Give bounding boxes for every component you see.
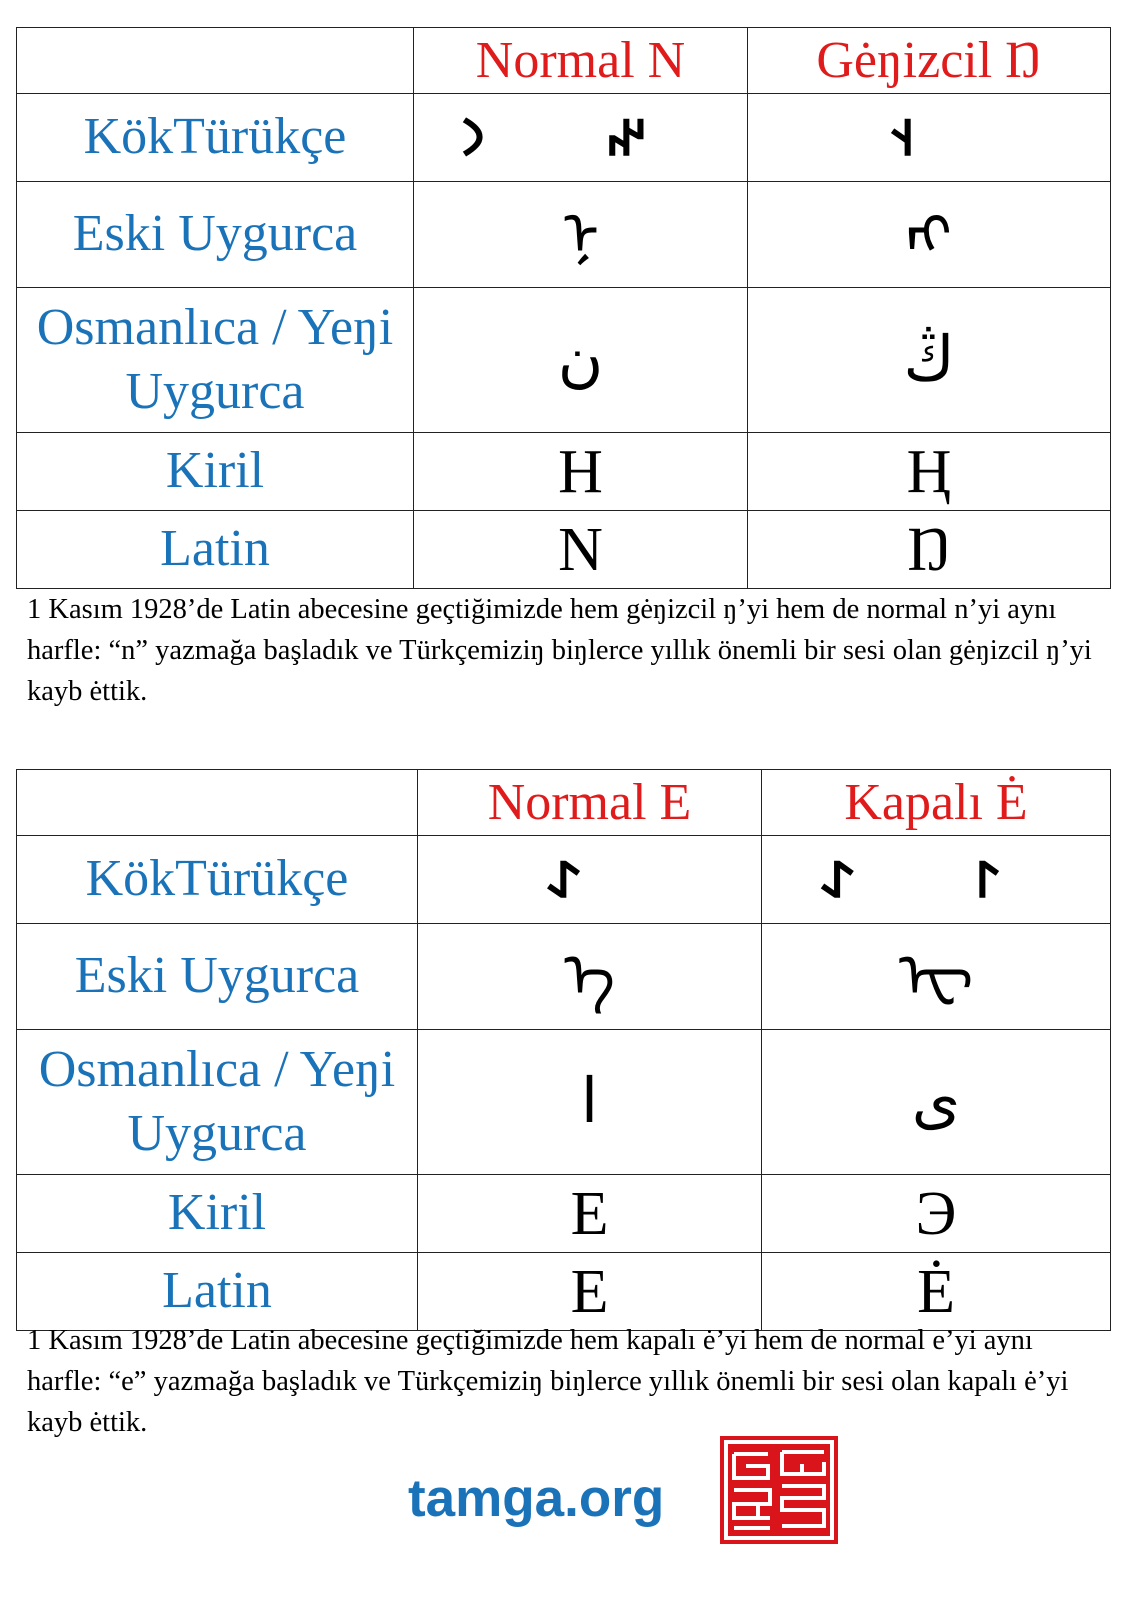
glyph-special-kokturukce: 𐰭 [748, 94, 1111, 182]
site-link[interactable]: tamga.org [408, 1469, 665, 1528]
row-label-kokturukce: KökTürükçe [17, 94, 414, 182]
glyph-normal-osmanlica: ن [414, 288, 748, 433]
corner-cell [17, 28, 414, 94]
column-header-special: Gėŋizcil Ŋ [748, 28, 1111, 94]
glyph-special-osmanlica: ى [762, 1030, 1111, 1175]
glyph-special-latin: Ŋ [748, 511, 1111, 589]
glyph-normal-kiril: Н [414, 433, 748, 511]
history-note-e: 1 Kasım 1928’de Latin abecesine geçtiğimizde hem kapalı ė’yi hem de normal e’yi aynı harfle: “e” yazmağa başladık ve Türkçemiziŋ biŋlerce yıllık önemli bir sesi olan kapalı ė’yi kayb ėttik. [27, 1325, 1069, 1438]
glyph-special-eski-uygurca: ᠧ [762, 924, 1111, 1030]
history-note-n: 1 Kasım 1928’de Latin abecesine geçtiğimizde hem gėŋizcil ŋ’yi hem de normal n’yi aynı harfle: “n” yazmağa başladık ve Türkçemiziŋ biŋlerce yıllık önemli bir sesi olan gėŋizcil ŋ’yi kayb ėttik. [27, 594, 1092, 707]
glyph-normal-latin: E [418, 1253, 762, 1331]
corner-cell [17, 770, 418, 836]
glyph-special-kiril: Ң [748, 433, 1111, 511]
red-square-seal-icon [718, 1434, 840, 1546]
alphabet-table-e [16, 769, 1111, 1331]
row-label-kiril: Kiril [17, 433, 414, 511]
row-label-latin: Latin [17, 1253, 418, 1331]
column-header-normal: Normal N [414, 28, 748, 94]
row-label-latin: Latin [17, 511, 414, 589]
column-header-special: Kapalı Ė [762, 770, 1111, 836]
glyph-normal-eski-uygurca: ᠡ [418, 924, 762, 1030]
row-label-osmanlica: Osmanlıca / Yeŋi Uygurca [17, 288, 414, 433]
row-label-eski-uygurca: Eski Uygurca [17, 924, 418, 1030]
glyph-normal-eski-uygurca: ᠨ [414, 182, 748, 288]
glyph-special-eski-uygurca: ᠩ [748, 182, 1111, 288]
column-header-normal: Normal E [418, 770, 762, 836]
glyph-special-latin: Ė [762, 1253, 1111, 1331]
glyph-special-kiril: Э [762, 1175, 1111, 1253]
glyph-normal-kokturukce: 𐰀 [418, 836, 762, 924]
glyph-special-osmanlica: ڭ [748, 288, 1111, 433]
glyph-normal-osmanlica: ا [418, 1030, 762, 1175]
row-label-osmanlica: Osmanlıca / Yeŋi Uygurca [17, 1030, 418, 1175]
glyph-special-kokturukce: 𐰃 𐰀 [762, 836, 1111, 924]
glyph-normal-kokturukce: 𐰤 𐰣 [414, 94, 748, 182]
row-label-kiril: Kiril [17, 1175, 418, 1253]
row-label-eski-uygurca: Eski Uygurca [17, 182, 414, 288]
row-label-kokturukce: KökTürükçe [17, 836, 418, 924]
alphabet-table-n [16, 27, 1111, 589]
glyph-normal-kiril: Е [418, 1175, 762, 1253]
glyph-normal-latin: N [414, 511, 748, 589]
